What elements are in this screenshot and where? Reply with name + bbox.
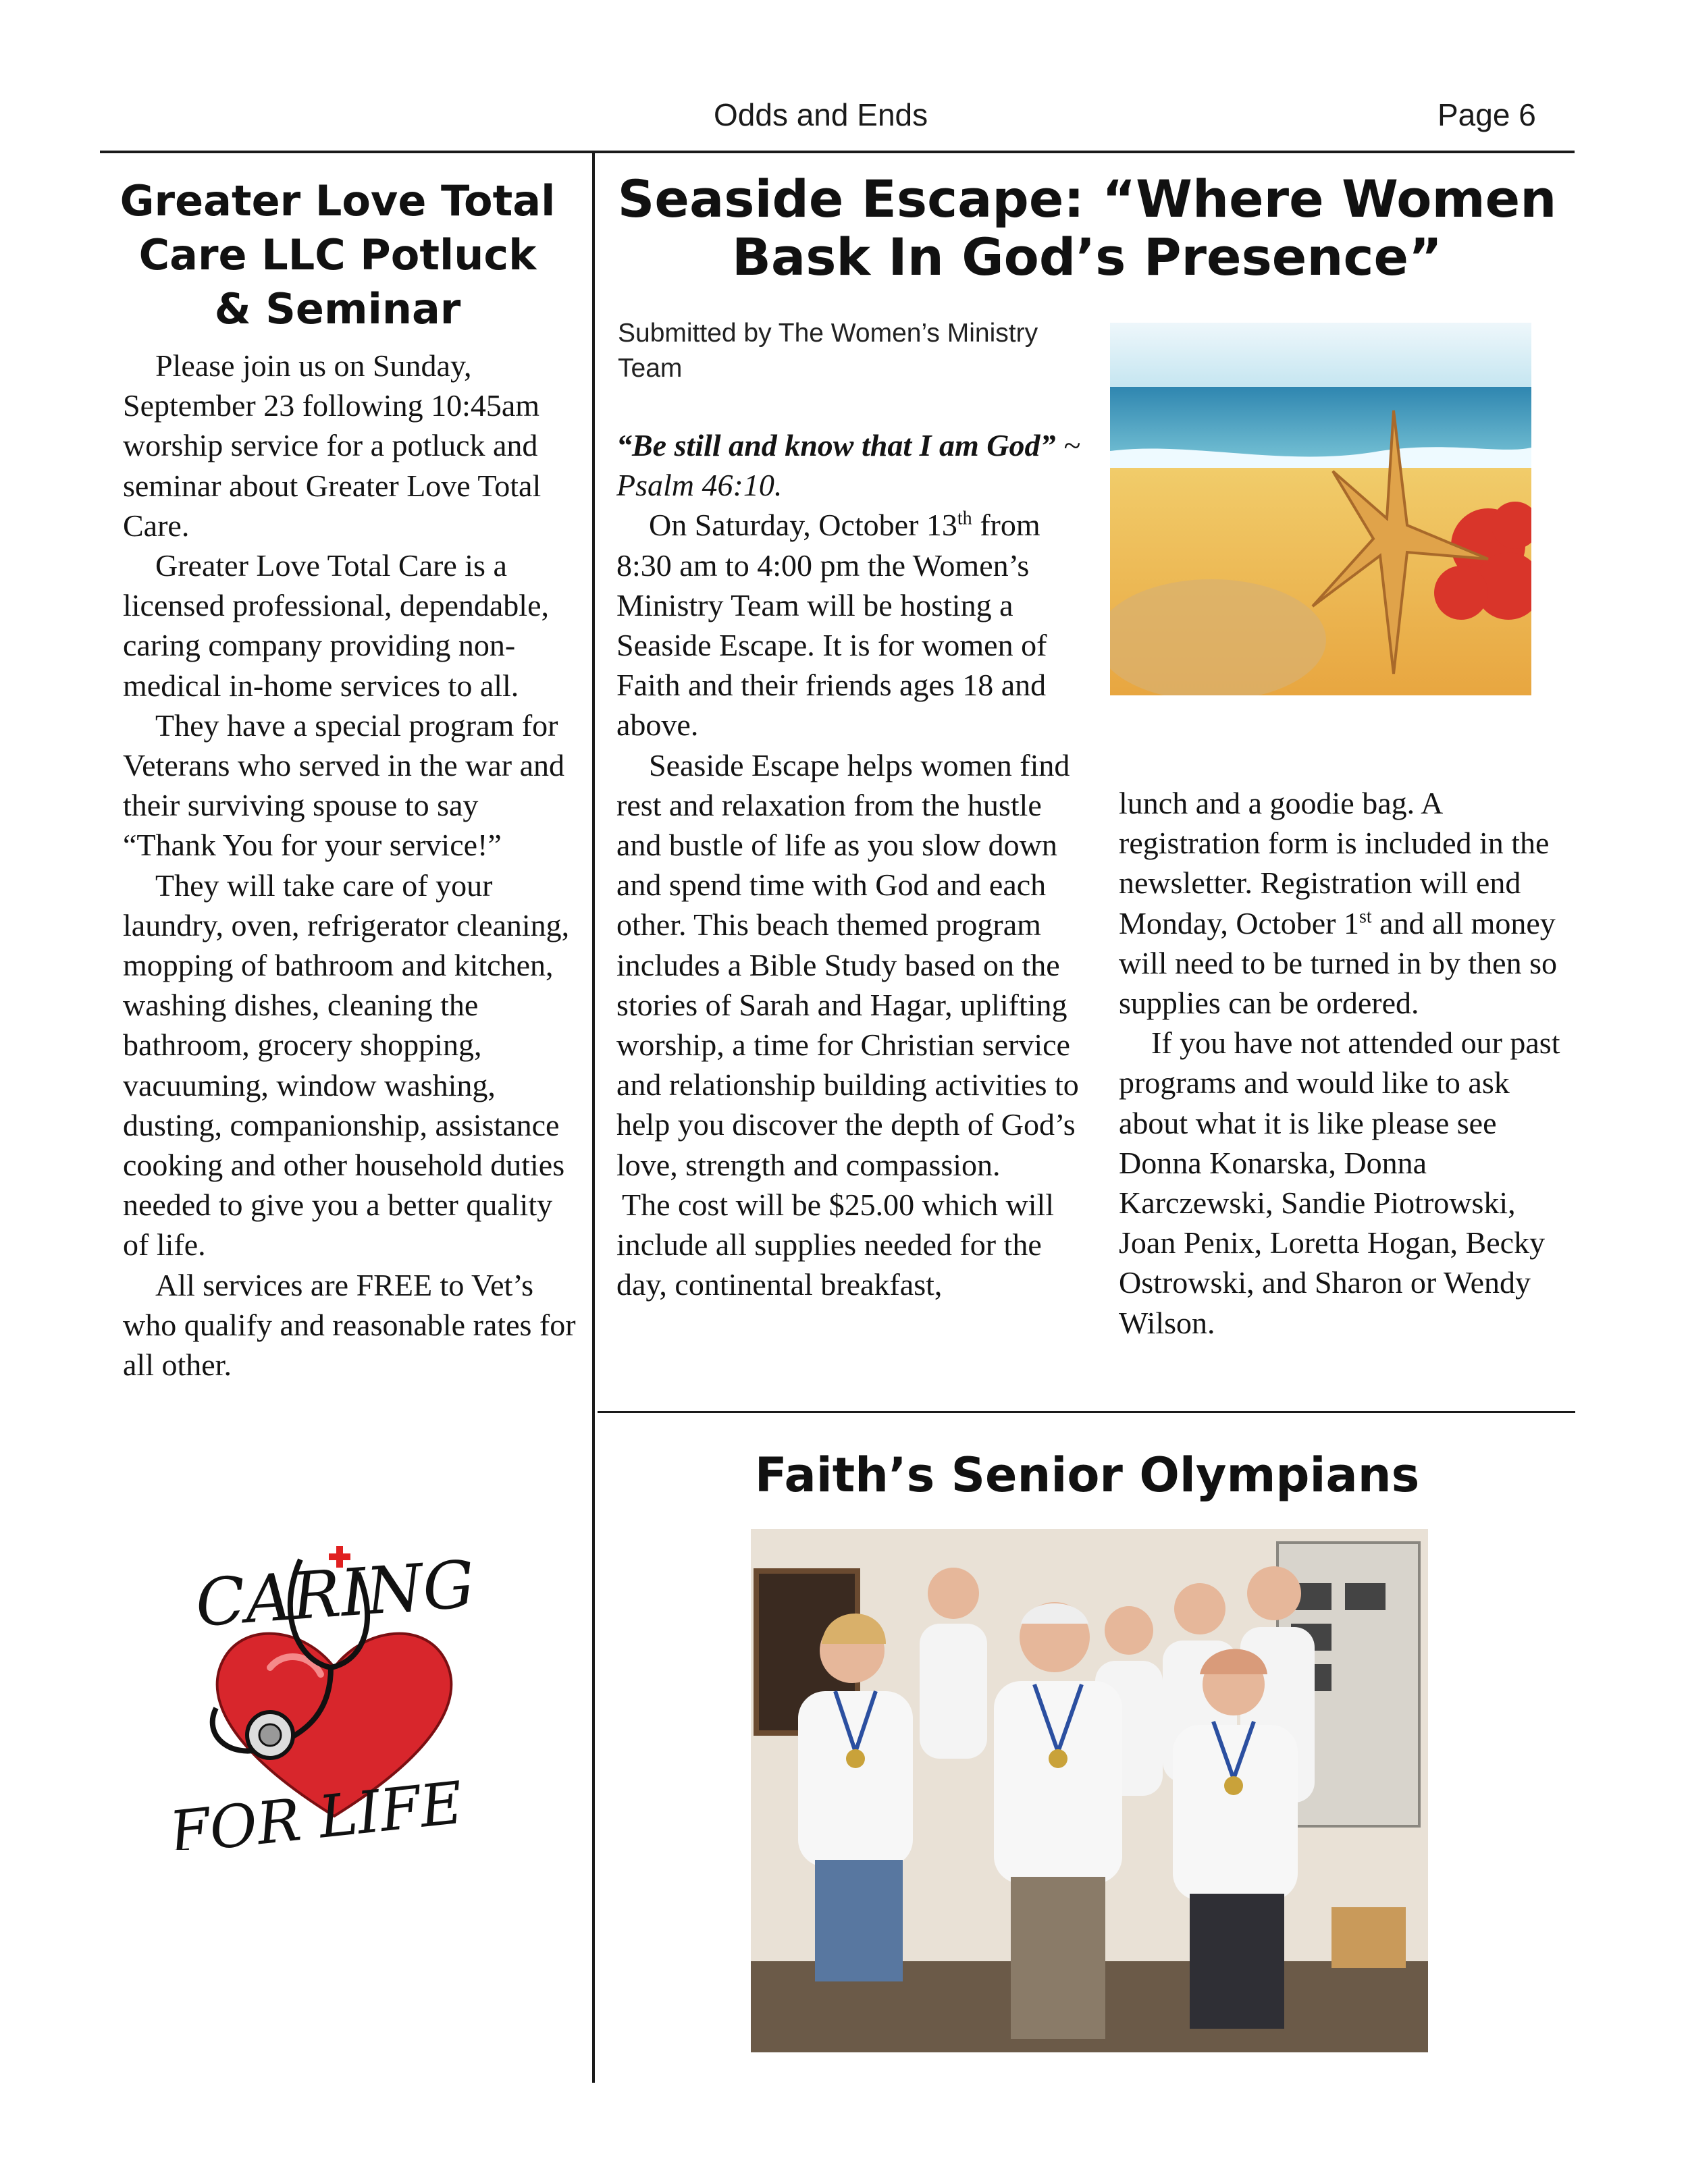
logo-top-text: CARING: [192, 1546, 477, 1642]
paragraph: If you have not attended our past programs and would like to ask about what it is like please see Donna Konarska, Donna Karczewski, Sandie Piotrowski, Joan Penix, Loretta Hogan, Becky Ostrowski, and Sharon or Wendy Wilson.: [1119, 1026, 1560, 1340]
quote-reference: ~ Psalm 46:10.: [616, 428, 1080, 503]
headline-line: Seaside Escape: “Where Women: [617, 169, 1557, 229]
byline: [618, 316, 1104, 386]
text-span: On Saturday, October 13: [649, 508, 957, 543]
text-span: from 8:30 am to 4:00 pm the Women’s Ministry Team will be hosting a Seaside Escape. It is for women of Faith and their friends ages 18 and above.: [616, 508, 1047, 743]
paragraph: [1119, 783, 1570, 1023]
right-article-col1: [616, 425, 1082, 1304]
byline-line: Submitted by The Women’s Ministry: [618, 319, 1038, 348]
byline-line: Team: [618, 354, 683, 383]
left-article-headline: [101, 174, 574, 336]
right-article-headline-box: [601, 170, 1573, 286]
logo-bottom-text: FOR LIFE: [166, 1769, 467, 1850]
headline-line: Care LLC Potluck: [138, 230, 537, 279]
paragraph: They will take care of your laundry, oven, refrigerator cleaning, mopping of bathroom and kitchen, washing dishes, cleaning the bathroom, grocery shopping, vacuuming, window washing, dusting, companionship, assistance cooking and other household duties needed to give you a better quality of life.: [123, 868, 570, 1262]
left-article: [101, 174, 574, 336]
paragraph: The cost will be $25.00 which will include all supplies needed for the day, continental breakfast,: [616, 1187, 1055, 1302]
senior-olympians-group-photo: [751, 1529, 1428, 2052]
headline-line: & Seminar: [214, 284, 461, 334]
paragraph: Please join us on Sunday, September 23 following 10:45am worship service for a potluck and seminar about Greater Love Total Care.: [123, 348, 542, 543]
paragraph: They have a special program for Veterans who served in the war and their surviving spouse to say “Thank You for your service!”: [123, 708, 564, 863]
headline-line: Greater Love Total: [120, 176, 556, 225]
text-span: and all money will need to be turned in by then so supplies can be ordered.: [1119, 905, 1557, 1021]
superscript: th: [957, 508, 972, 530]
section-title: Odds and Ends: [714, 97, 928, 132]
quote-text: “Be still and know that I am God”: [616, 428, 1056, 462]
paragraph: All services are FREE to Vet’s who qualify and reasonable rates for all other.: [123, 1267, 576, 1383]
text-span: lunch and a goodie bag. A registration form is included in the newsletter. Registration will end Monday, October 1: [1119, 786, 1550, 940]
column-divider: [592, 152, 595, 2083]
heart-stethoscope-icon: [155, 1533, 506, 1850]
right-article-col2: [1119, 783, 1570, 1343]
left-article-body: [123, 346, 577, 1385]
headline-line: Bask In God’s Presence”: [731, 227, 1442, 287]
paragraph: [616, 505, 1082, 745]
page-number: Page 6: [1438, 97, 1536, 132]
caring-for-life-logo: [155, 1533, 506, 1850]
starfish-beach-image: [1110, 323, 1531, 695]
scripture-quote: [616, 425, 1082, 505]
header-rule: [100, 151, 1575, 153]
section-rule: [598, 1411, 1575, 1413]
superscript: st: [1359, 906, 1372, 928]
paragraph: Greater Love Total Care is a licensed professional, dependable, caring company providing non-medical in-home services to all.: [123, 548, 549, 703]
bottom-article-headline: Faith’s Senior Olympians: [754, 1447, 1420, 1503]
paragraph: Seaside Escape helps women find rest and relaxation from the hustle and bustle of life as you slow down and spend time with God and each other. This beach themed program includes a Bible Study based on the stories of Sarah and Hagar, uplifting worship, a time for Christian service and relationship building activities to help you discover the depth of God’s love, strength and compassion.: [616, 747, 1079, 1182]
right-article-headline: [601, 170, 1573, 286]
